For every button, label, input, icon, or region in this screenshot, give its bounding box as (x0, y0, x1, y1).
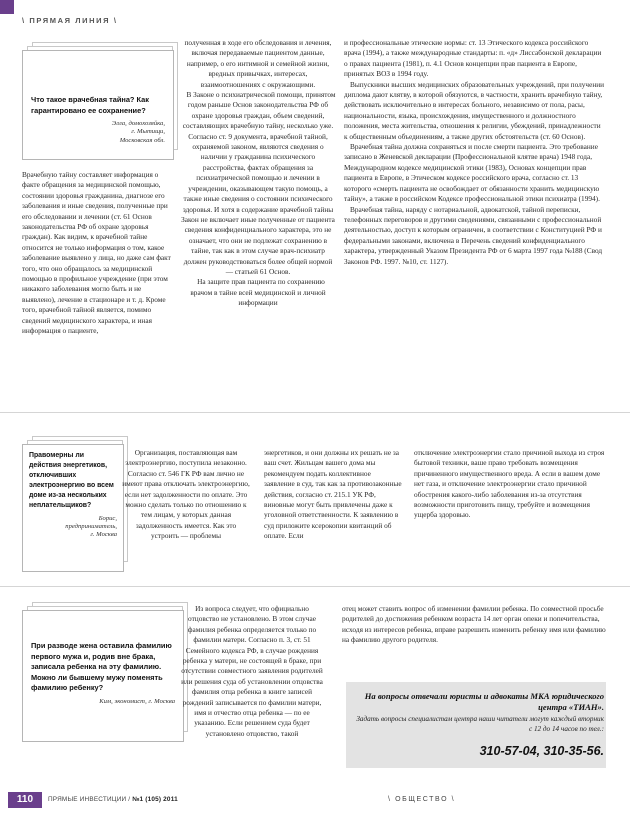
answer-phones: 310-57-04, 310-35-56. (479, 744, 604, 758)
article-column (180, 38, 336, 390)
paragraph: отец может ставить вопрос об изменении фамилии ребенка. По совместной просьбе родителей до достижения ребенком возраста 14 лет орган опеки и попечительства, исходя из интересов ребенка, вправе разрешить изменить ребенку имя или фамилию на фамилию другого родителя. (342, 604, 606, 645)
paragraph: Выпускники высших медицинских образовательных учреждений, при получении диплома дают клятву, в которой обязуются, в частности, хранить врачебную тайну, действовать исключительно в интересах больного, независимо от пола, расы, национальности, языка, происхождения, имущественного и должностного положения, места жительства, отношения к религии, убеждений, принадлежности к общественным объединениям, а также других обстоятельств (ст. 60 Основ). (344, 79, 605, 141)
question-card-1 (22, 42, 182, 160)
footer-section: \ ОБЩЕСТВО \ (388, 796, 456, 803)
section-divider (0, 412, 630, 413)
paragraph: Из вопроса следует, что официально отцовство не установлено. В этом случае фамилия ребенка определяется только по фамилии матери. Согласно п. 3, ст. 51 Семейного кодекса РФ, в случае рождения ребенка у матери, не состоящей в браке, при отсутствии совместного заявления родителей или решения суда об установлении отцовства фамилия отца ребенка в книге записей рождений записывается по фамилии матери, имя и отчество отца ребенка — по ее указанию. Если решением суда будет установлено отцовство, такой (181, 604, 323, 738)
question-card (22, 50, 174, 160)
paragraph: полученная в ходе его обследования и лечения, включая передаваемые пациентом данные, например, о его интимной и семейной жизни, вредных привычках, интересах, взаимоотношениях с окружающими. (184, 38, 332, 89)
article-column (264, 448, 402, 572)
article-column (342, 604, 608, 674)
magazine-title: ПРЯМЫЕ ИНВЕСТИЦИИ (48, 796, 127, 803)
page-number: 110 (8, 792, 42, 808)
paragraph: Организация, поставляющая вам электроэнергию, поступила незаконно. Согласно ст. 546 ГК РФ вам лично не имеют права отключать электроэнергию, если нет задолженности по оплате. Это можно сделать только по отношению к тем лицам, у которых данная задолженность имеется. Как это устроить — проблемы (122, 448, 250, 541)
article-column (22, 170, 174, 388)
question-card (22, 444, 124, 572)
answer-schedule: Задать вопросы специалистам центра наши читатели могут каждый вторник с 12 до 14 часов по тел.: (356, 715, 604, 733)
paragraph: Врачебную тайну составляет информация о факте обращения за медицинской помощью, состоянии здоровья гражданина, диагнозе его заболевания и иные сведения, полученные при его обследовании и лечении (ст. 61 Основ законодательства РФ об охране здоровья граждан). Как видим, к врачебной тайне относится не только информация о том, какое заболевание выявлено у лица, но даже сам факт того, что оно обращалось за медицинской помощью в профильное учреждение (при этом никакого заболевания могло быть и не выявлено), лечение в стационаре и т. д. Кроме того, врачебной тайной является, помимо сведений медицинского характера, и иная информация о пациенте, (22, 170, 171, 336)
paragraph: На защите прав пациента по сохранению врачом в тайне всей медицинской и личной информации (190, 277, 326, 308)
question-signature: Ким, экономист, г. Москва (99, 697, 175, 705)
section-title: \ ПРЯМАЯ ЛИНИЯ \ (22, 16, 118, 25)
magazine-info: ПРЯМЫЕ ИНВЕСТИЦИИ / №1 (105) 2011 (48, 796, 178, 803)
paragraph: В Законе о психиатрической помощи, принятом годом раньше Основ законодательства РФ об охране здоровья граждан, объем сведений, составляющих врачебную тайну, несколько уже. Согласно ст. 9 документа, врачебной тайной, охраняемой законом, являются сведения о наличии у гражданина психического расстройства, фактах обращения за психиатрической помощью и лечении в учреждении, оказывающем такую помощь, а также иные сведения о состоянии психического здоровья. И хотя в содержание врачебной тайны Закон не включает иные полученные от пациента сведения конфиденциального характера, это не означает, что они не подлежат сохранению в тайне, так как в этом случае врач-психиатр должен руководствоваться более общей нормой — статьей 61 Основ. (181, 90, 336, 276)
article-column (180, 604, 324, 776)
paragraph: и профессиональные этические нормы: ст. 13 Этического кодекса российского врача (1994), а также международные стандарты: п. «д» Лиссабонской декларации о правах пациента (1981), п. 4.1 Основ концепции прав пациента в Европе, принятых ВОЗ в 1994 году. (344, 38, 602, 79)
article-column (122, 448, 250, 572)
answer-credits-box (336, 682, 606, 768)
question-card-2 (22, 436, 132, 572)
paragraph: Врачебная тайна должна сохраняться и после смерти пациента. Это требование записано в Женевской декларации (Профессиональной клятве врача) 1948 года, Международном кодексе медицинской этики (1983), Основах концепции прав пациента в Европе, в Этическом кодексе российского врача, согласно ст. 13 которого «смерть пациента не освобождает от обязанности хранить медицинскую тайну», а также в российском Кодексе профессиональной этики психиатра (1994). (344, 142, 600, 204)
page-header (0, 0, 630, 26)
answer-credits: На вопросы отвечали юристы и адвокаты МКА юридического центра «ТИАН». (364, 691, 604, 712)
question-signature: Борис, предприниматель, г. Москва (65, 515, 117, 539)
question-text: Правомерны ли действия энергетиков, отключивших электроэнергию во всем доме из-за нескольких неплательщиков? (29, 452, 114, 509)
section-divider (0, 586, 630, 587)
question-text: Что такое врачебная тайна? Как гарантировано ее сохранение? (31, 95, 149, 115)
paragraph: энергетиков, и они должны их решать не за ваш счет. Жильцам вашего дома мы рекомендуем подать коллективное заявление в суд, так как за противозаконные действия, согласно ст. 215.1 УК РФ, виновные могут быть привлечены даже к уголовной ответственности. К заявлению в суд приложите ксерокопии квитанций об оплате. Если (264, 448, 402, 541)
box-accent-strip (336, 682, 346, 768)
header-accent (0, 0, 14, 14)
page-footer (0, 792, 630, 812)
question-text: При разводе жена оставила фамилию первого мужа и, родив вне брака, записала ребенка на эту фамилию. Можно ли бывшему мужу поменять фамилию ребенку? (31, 641, 172, 693)
question-signature: Элла, домохозяйка, г. Мытищи, Московская обл. (111, 120, 165, 144)
magazine-issue: №1 (105) 2011 (132, 796, 178, 803)
paragraph: Врачебная тайна, наряду с нотариальной, адвокатской, тайной переписки, телефонных переговоров и другими сведениями, связанными с профессиональной деятельностью, доступ к которым ограничен, в соответствии с Конституцией РФ и федеральными законами, включена в Перечень сведений конфиденциального характера, утвержденный Указом Президента РФ от 6 марта 1997 года №188 (Свод Законов РФ. 1997. №10, ст. 1127). (344, 204, 603, 266)
question-card (22, 610, 184, 742)
article-column (344, 38, 606, 390)
question-card-3 (22, 602, 192, 742)
paragraph: отключение электроэнергии стало причиной выхода из строя бытовой техники, ваше право требовать возмещения причиненного имущественного вреда. А если в вашем доме нет газа, и отключение электроэнергии стало причиной обострения какого-либо заболевания из-за отсутствия возможности приготовить пищу, требуйте и возмещения ущерба здоровью. (414, 448, 605, 520)
article-column (414, 448, 608, 572)
